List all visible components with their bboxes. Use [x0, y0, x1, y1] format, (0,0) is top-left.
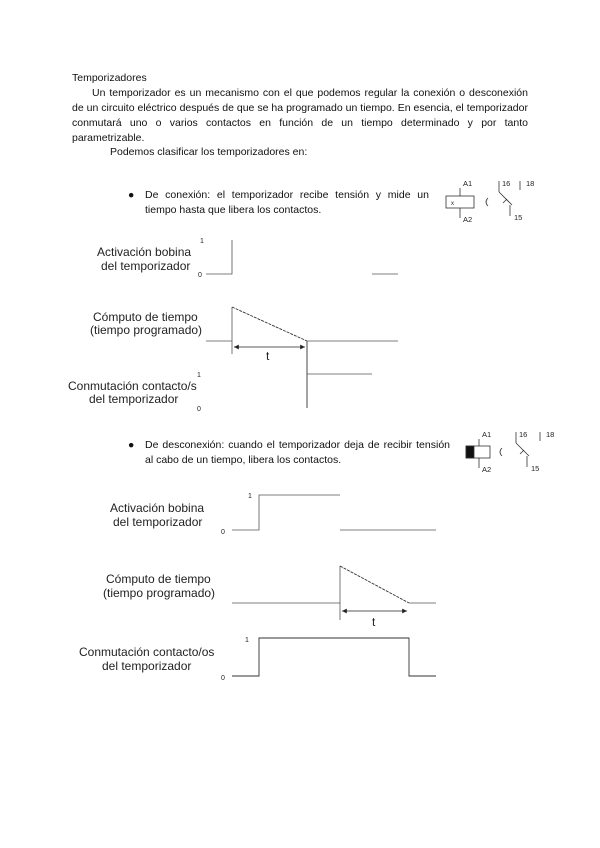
symbol-a2-label: A2: [482, 465, 492, 474]
time-label-line2: (tiempo programado): [103, 586, 216, 600]
bullet-off-delay-text: De desconexión: cuando el temporizador deja de recibir tensión al cabo de un tiempo, libera los contactos.: [145, 439, 450, 466]
contact-level-0: 0: [221, 675, 225, 682]
time-countdown-ramp: [232, 307, 307, 341]
contact-level-0: 0: [197, 406, 201, 413]
time-label-line1: Cómputo de tiempo: [93, 310, 198, 324]
symbol-15-label: 15: [531, 464, 540, 473]
coil-label-line1: Activación bobina: [97, 245, 192, 259]
bullet-icon: ●: [128, 189, 135, 201]
symbol-18-label: 18: [526, 179, 535, 188]
symbol-16-label: 16: [519, 430, 528, 439]
coil-label-line1: Activación bobina: [110, 501, 205, 515]
on-delay-timer-symbol: [446, 179, 534, 224]
on-delay-timing-diagram: [68, 238, 398, 413]
time-interval-label: t: [372, 615, 376, 629]
svg-text:x: x: [451, 201, 454, 207]
contact-level-1: 1: [197, 372, 201, 379]
off-delay-timing-diagram: [79, 493, 436, 682]
contact-label-line1: Conmutación contacto/os: [79, 645, 215, 659]
bullet-icon: ●: [128, 439, 135, 451]
coil-label-line2: del temporizador: [113, 515, 203, 529]
contact-label-line1: Conmutación contacto/s: [68, 379, 197, 393]
time-interval-label: t: [266, 349, 270, 363]
section-heading: Temporizadores: [72, 72, 147, 84]
classification-intro: Podemos clasificar los temporizadores en:: [110, 146, 308, 158]
symbol-18-label: 18: [546, 430, 555, 439]
symbol-a1-label: A1: [482, 430, 492, 439]
coil-signal-pulse: [232, 495, 340, 530]
contact-label-line2: del temporizador: [89, 392, 179, 406]
bullet-on-delay-text: De conexión: el temporizador recibe tensión y mide un tiempo hasta que libera los contactos.: [145, 189, 429, 216]
coil-level-1: 1: [200, 238, 204, 245]
coil-label-line2: del temporizador: [101, 259, 191, 273]
symbol-a1-label: A1: [463, 179, 473, 188]
contact-level-1: 1: [245, 637, 249, 644]
symbol-15-label: 15: [514, 213, 523, 222]
contact-label-line2: del temporizador: [102, 659, 192, 673]
symbol-a2-label: A2: [463, 215, 473, 224]
time-label-line1: Cómputo de tiempo: [106, 572, 211, 586]
coil-level-0: 0: [221, 529, 225, 536]
off-delay-timer-symbol: [466, 430, 554, 474]
time-label-line2: (tiempo programado): [90, 323, 203, 337]
time-countdown-ramp: [340, 566, 409, 603]
coil-signal-rise: [206, 240, 232, 274]
symbol-16-label: 16: [502, 179, 511, 188]
coil-level-1: 1: [248, 493, 252, 500]
contact-signal-pulse: [232, 638, 436, 676]
intro-paragraph: Un temporizador es un mecanismo con el que podemos regular la conexión o desconexión de un circuito eléctrico después de que se ha programado un tiempo. En esencia, el temporizador conmutará uno o varios contactos en función de un tiempo determinado y por tanto parametrizable.: [72, 87, 528, 144]
coil-level-0: 0: [198, 272, 202, 279]
